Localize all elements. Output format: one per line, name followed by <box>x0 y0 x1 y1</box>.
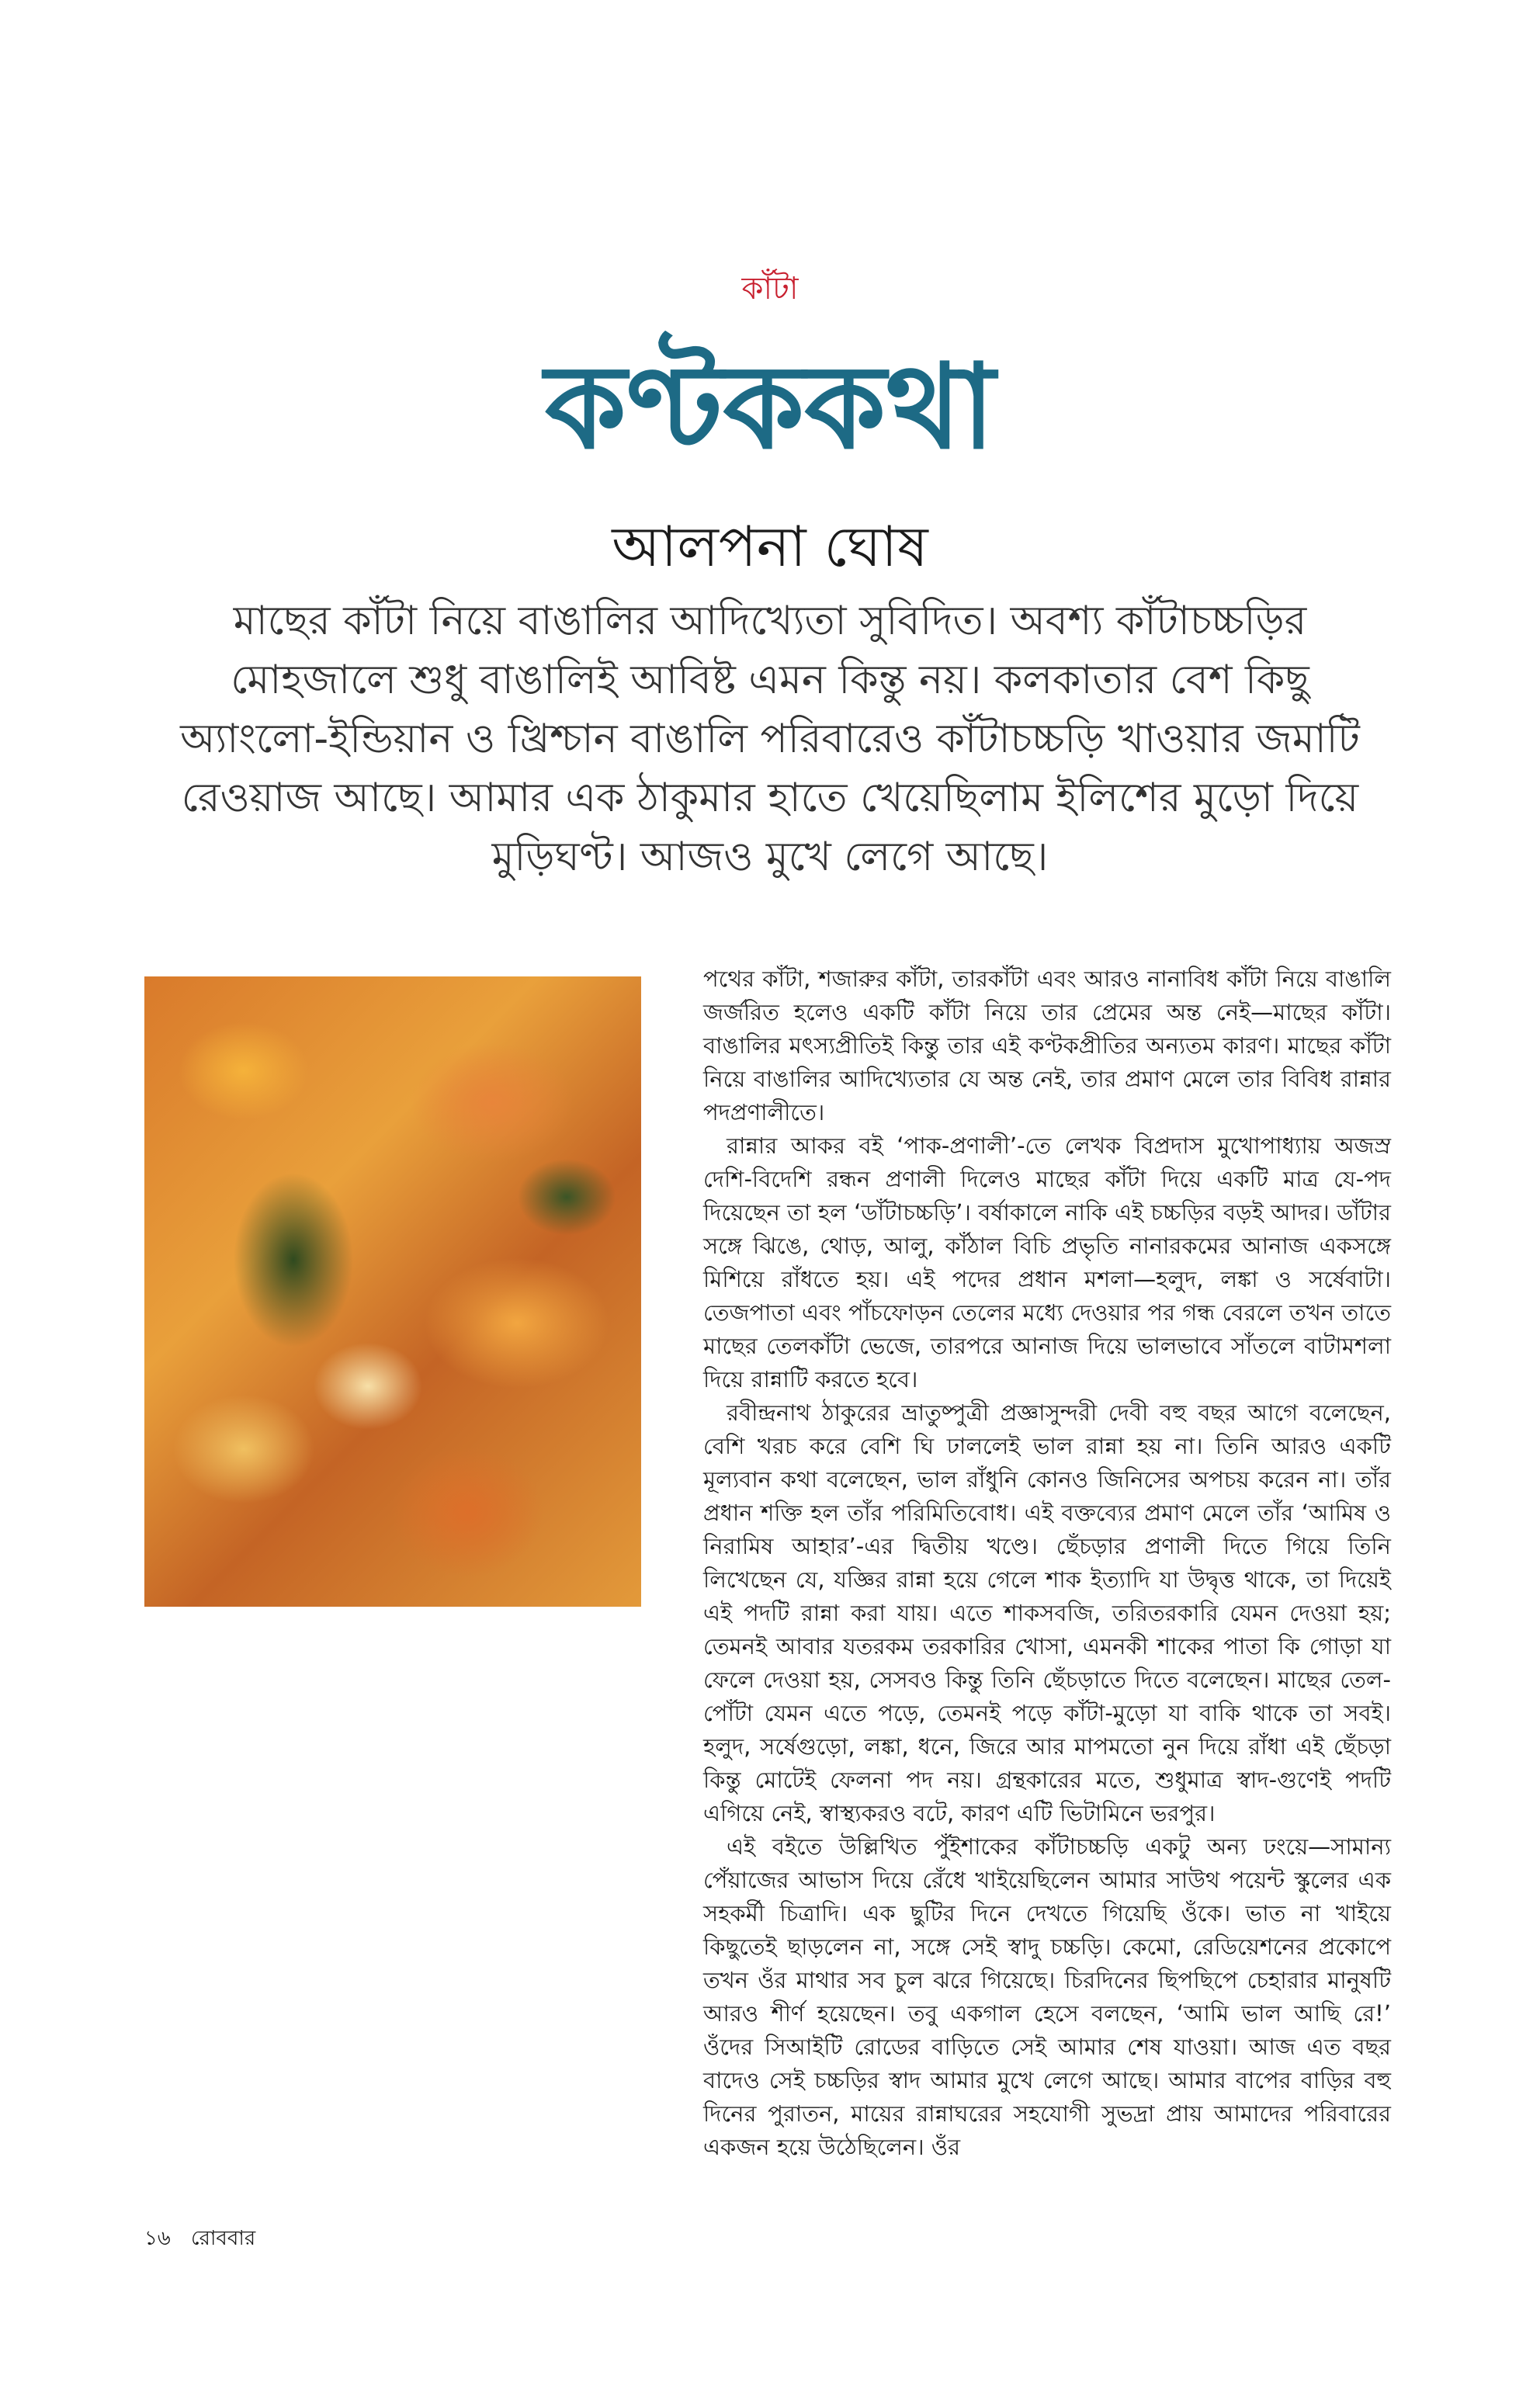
article-paragraph: রবীন্দ্রনাথ ঠাকুরের ভ্রাতুষ্পুত্রী প্রজ্ঞাসুন্দরী দেবী বহু বছর আগে বলেছেন, বেশি খরচ করে বেশি ঘি ঢাললেই ভাল রান্না হয় না। তিনি আরও একটি মূল্যবান কথা বলেছেন, ভাল রাঁধুনি কোনও জিনিসের অপচয় করেন না। তাঁর প্রধান শক্তি হল তাঁর পরিমিতিবোধ। এই বক্তব্যের প্রমাণ মেলে তাঁর ‘আমিষ ও নিরামিষ আহার’-এর দ্বিতীয় খণ্ডে। ছেঁচড়ার প্রণালী দিতে গিয়ে তিনি লিখেছেন যে, যজ্ঞির রান্না হয়ে গেলে শাক ইত্যাদি যা উদ্বৃত্ত থাকে, তা দিয়েই এই পদটি রান্না করা যায়। এতে শাকসবজি, তরিতরকারি যেমন দেওয়া হয়; তেমনই আবার যতরকম তরকারির খোসা, এমনকী শাকের পাতা কি গোড়া যা ফেলে দেওয়া হয়, সেসবও কিন্তু তিনি ছেঁচড়াতে দিতে বলেছেন। মাছের তেল-পোঁটা যেমন এতে পড়ে, তেমনই পড়ে কাঁটা-মুড়ো যা বাকি থাকে তা সবই। হলুদ, সর্ষেগুড়ো, লঙ্কা, ধনে, জিরে আর মাপমতো নুন দিয়ে রাঁধা এই ছেঁচড়া কিন্তু মোটেই ফেলনা পদ নয়। গ্রন্থকারের মতে, শুধুমাত্র স্বাদ-গুণেই পদটি এগিয়ে নেই, স্বাস্থ্যকরও বটে, কারণ এটি ভিটামিনে ভরপুর। <box>703 1399 1391 1826</box>
article-body <box>703 962 1391 2164</box>
article-paragraph: রান্নার আকর বই ‘পাক-প্রণালী’-তে লেখক বিপ্রদাস মুখোপাধ্যায় অজস্র দেশি-বিদেশি রন্ধন প্রণালী দিলেও মাছের কাঁটা দিয়ে একটি মাত্র যে-পদ দিয়েছেন তা হল ‘ডাঁটাচচ্চড়ি’। বর্ষাকালে নাকি এই চচ্চড়ির বড়ই আদর। ডাঁটার সঙ্গে ঝিঙে, থোড়, আলু, কাঁঠাল বিচি প্রভৃতি নানারকমের আনাজ একসঙ্গে মিশিয়ে রাঁধতে হয়। এই পদের প্রধান মশলা—হলুদ, লঙ্কা ও সর্ষেবাটা। তেজপাতা এবং পাঁচফোড়ন তেলের মধ্যে দেওয়ার পর গন্ধ বেরলে তখন তাতে মাছের তেলকাঁটা ভেজে, তারপরে আনাজ দিয়ে ভালভাবে সাঁতলে বাটামশলা দিয়ে রান্নাটি করতে হবে। <box>703 1132 1391 1392</box>
page-footer <box>144 2222 255 2256</box>
article-paragraph: পথের কাঁটা, শজারুর কাঁটা, তারকাঁটা এবং আরও নানাবিধ কাঁটা নিয়ে বাঙালি জর্জরিত হলেও একটি কাঁটা নিয়ে তার প্রেমের অন্ত নেই—মাছের কাঁটা। বাঙালির মৎস্যপ্রীতিই কিন্তু তার এই কণ্টকপ্রীতির অন্যতম কারণ। মাছের কাঁটা নিয়ে বাঙালির আদিখ্যেতার যে অন্ত নেই, তার প্রমাণ মেলে তার বিবিধ রান্নার পদপ্রণালীতে। <box>703 966 1391 1125</box>
intro-standfirst: মাছের কাঁটা নিয়ে বাঙালির আদিখ্যেতা সুবিদিত। অবশ্য কাঁটাচচ্চড়ির মোহজালে শুধু বাঙালিই আবিষ্ট এমন কিন্তু নয়। কলকাতার বেশ কিছু অ্যাংলো-ইন্ডিয়ান ও খ্রিশ্চান বাঙালি পরিবারেও কাঁটাচচ্চড়ি খাওয়ার জমাটি রেওয়াজ আছে। আমার এক ঠাকুমার হাতে খেয়েছিলাম ইলিশের মুড়ো দিয়ে মুড়িঘণ্ট। আজও মুখে লেগে আছে। <box>180 598 1360 880</box>
author-name: আলপনা ঘোষ <box>612 514 928 579</box>
article-paragraph: এই বইতে উল্লিখিত পুঁইশাকের কাঁটাচচ্চড়ি একটু অন্য ঢংয়ে—সামান্য পেঁয়াজের আভাস দিয়ে রেঁধে খাইয়েছিলেন আমার সাউথ পয়েন্ট স্কুলের এক সহকর্মী চিত্রাদি। এক ছুটির দিনে দেখতে গিয়েছি ওঁকে। ভাত না খাইয়ে কিছুতেই ছাড়লেন না, সঙ্গে সেই স্বাদু চচ্চড়ি। কেমো, রেডিয়েশনের প্রকোপে তখন ওঁর মাথার সব চুল ঝরে গিয়েছে। চিরদিনের ছিপছিপে চেহারার মানুষটি আরও শীর্ণ হয়েছেন। তবু একগাল হেসে বলছেন, ‘আমি ভাল আছি রে!’ ওঁদের সিআইটি রোডের বাড়িতে সেই আমার শেষ যাওয়া। আজ এত বছর বাদেও সেই চচ্চড়ির স্বাদ আমার মুখে লেগে আছে। আমার বাপের বাড়ির বহু দিনের পুরাতন, মায়ের রান্নাঘরের সহযোগী সুভদ্রা প্রায় আমাদের পরিবারের একজন হয়ে উঠেছিলেন। ওঁর <box>703 1833 1391 2160</box>
section-tag: কাঁটা <box>741 271 799 307</box>
magazine-name: রোববার <box>191 2227 256 2250</box>
article-title: কণ্টককথা <box>545 340 995 475</box>
food-photo <box>144 976 641 1607</box>
page-number: ১৬ <box>144 2227 171 2250</box>
